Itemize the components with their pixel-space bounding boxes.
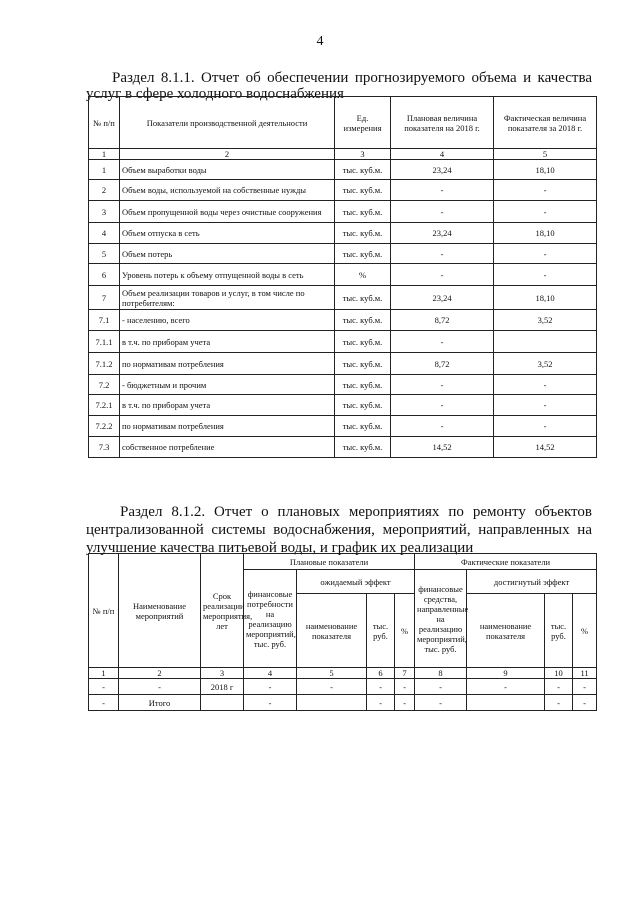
row-num: 2 xyxy=(89,180,120,201)
row-num: 7 xyxy=(89,286,120,310)
row-name: Объем выработки воды xyxy=(120,160,335,180)
table-row xyxy=(89,286,597,310)
table-cell: - xyxy=(573,695,597,711)
row-num: 7.2 xyxy=(89,375,120,395)
row-fact: 3,52 xyxy=(494,310,597,331)
section-2-table xyxy=(88,553,597,711)
table-row xyxy=(89,331,597,353)
row-num: 7.1.2 xyxy=(89,353,120,375)
row-unit: тыс. куб.м. xyxy=(335,244,391,264)
header-planned-group: Плановые показатели xyxy=(244,554,415,570)
table-cell: - xyxy=(244,695,297,711)
table-row xyxy=(89,310,597,331)
row-unit: тыс. куб.м. xyxy=(335,353,391,375)
row-fact: 18,10 xyxy=(494,160,597,180)
header-ind-name: наименование показателя xyxy=(297,594,367,668)
header-fact-fin: финансовые средства, направленные на реализацию мероприятий, тыс. руб. xyxy=(415,570,467,668)
table-cell: - xyxy=(297,679,367,695)
table-row xyxy=(89,437,597,458)
row-num: 7.2.2 xyxy=(89,416,120,437)
table-cell: - xyxy=(244,679,297,695)
row-unit: тыс. куб.м. xyxy=(335,286,391,310)
row-fact: - xyxy=(494,244,597,264)
row-num: 7.1 xyxy=(89,310,120,331)
row-num: 7.2.1 xyxy=(89,395,120,416)
row-fact: - xyxy=(494,201,597,223)
col-number: 1 xyxy=(89,149,120,160)
row-unit: тыс. куб.м. xyxy=(335,437,391,458)
col-number: 3 xyxy=(201,668,244,679)
table-cell xyxy=(297,695,367,711)
header-indicator: Показатели производственной деятельности xyxy=(120,97,335,149)
col-number: 11 xyxy=(573,668,597,679)
header-expected-effect: ожидаемый эффект xyxy=(297,570,415,594)
row-name: Объем реализации товаров и услуг, в том числе по потребителям: xyxy=(120,286,335,310)
col-number: 3 xyxy=(335,149,391,160)
section-2-heading-cont2: улучшение качества питьевой воды, и график их реализации xyxy=(86,540,474,556)
table-cell: - xyxy=(367,679,395,695)
row-name: Объем пропущенной воды через очистные сооружения xyxy=(120,201,335,223)
row-name: собственное потребление xyxy=(120,437,335,458)
row-num: 4 xyxy=(89,223,120,244)
row-plan: 23,24 xyxy=(391,160,494,180)
table-cell: - xyxy=(89,679,119,695)
row-plan: 23,24 xyxy=(391,223,494,244)
header-num: № п/п xyxy=(89,554,119,668)
row-fact: - xyxy=(494,180,597,201)
header-percent: % xyxy=(573,594,597,668)
table-row xyxy=(89,353,597,375)
row-plan: - xyxy=(391,375,494,395)
header-term: Срок реализации мероприятия, лет xyxy=(201,554,244,668)
row-plan: 8,72 xyxy=(391,310,494,331)
col-number: 9 xyxy=(467,668,545,679)
section-1-table xyxy=(88,96,597,458)
section-1-heading-cont: услуг в сфере холодного водоснабжения xyxy=(86,86,344,102)
row-name: Объем потерь xyxy=(120,244,335,264)
column-numbers-row xyxy=(89,149,597,160)
col-number: 1 xyxy=(89,668,119,679)
table-row xyxy=(89,223,597,244)
table-header-row xyxy=(89,97,597,149)
table-row xyxy=(89,416,597,437)
header-planned: Плановая величина показателя на 2018 г. xyxy=(391,97,494,149)
table-cell: - xyxy=(367,695,395,711)
row-plan: 23,24 xyxy=(391,286,494,310)
table-cell: - xyxy=(89,695,119,711)
row-unit: тыс. куб.м. xyxy=(335,310,391,331)
table-cell: Итого xyxy=(119,695,201,711)
table-row xyxy=(89,375,597,395)
row-unit: тыс. куб.м. xyxy=(335,223,391,244)
row-plan: 14,52 xyxy=(391,437,494,458)
table-cell: - xyxy=(573,679,597,695)
header-ind-name: наименование показателя xyxy=(467,594,545,668)
row-fact: 14,52 xyxy=(494,437,597,458)
column-numbers-row xyxy=(89,668,597,679)
table-row xyxy=(89,679,597,695)
row-name: в т.ч. по приборам учета xyxy=(120,331,335,353)
row-name: в т.ч. по приборам учета xyxy=(120,395,335,416)
col-number: 5 xyxy=(297,668,367,679)
table-cell: - xyxy=(415,679,467,695)
row-num: 7.3 xyxy=(89,437,120,458)
col-number: 4 xyxy=(244,668,297,679)
row-name: Объем отпуска в сеть xyxy=(120,223,335,244)
row-fact xyxy=(494,331,597,353)
row-fact: - xyxy=(494,416,597,437)
header-achieved-effect: достигнутый эффект xyxy=(467,570,597,594)
row-num: 5 xyxy=(89,244,120,264)
table-header-row xyxy=(89,554,597,570)
header-thous-rub: тыс. руб. xyxy=(367,594,395,668)
header-thous-rub: тыс. руб. xyxy=(545,594,573,668)
table-row xyxy=(89,395,597,416)
row-unit: тыс. куб.м. xyxy=(335,331,391,353)
row-name: по нормативам потребления xyxy=(120,416,335,437)
table-row xyxy=(89,264,597,286)
col-number: 6 xyxy=(367,668,395,679)
row-name: - населению, всего xyxy=(120,310,335,331)
row-name: - бюджетным и прочим xyxy=(120,375,335,395)
row-name: Объем воды, используемой на собственные нужды xyxy=(120,180,335,201)
row-plan: - xyxy=(391,331,494,353)
table-cell: 2018 г xyxy=(201,679,244,695)
header-actual-group: Фактические показатели xyxy=(415,554,597,570)
row-num: 1 xyxy=(89,160,120,180)
col-number: 5 xyxy=(494,149,597,160)
row-plan: - xyxy=(391,244,494,264)
col-number: 8 xyxy=(415,668,467,679)
col-number: 7 xyxy=(395,668,415,679)
row-fact: 18,10 xyxy=(494,223,597,244)
table-row xyxy=(89,160,597,180)
row-plan: - xyxy=(391,416,494,437)
row-num: 6 xyxy=(89,264,120,286)
row-unit: % xyxy=(335,264,391,286)
table-row xyxy=(89,201,597,223)
header-plan-fin: финансовые потребности на реализацию мероприятий, тыс. руб. xyxy=(244,570,297,668)
header-name: Наименование мероприятий xyxy=(119,554,201,668)
col-number: 4 xyxy=(391,149,494,160)
row-num: 3 xyxy=(89,201,120,223)
section-2-heading: Раздел 8.1.2. Отчет о плановых мероприятиях по ремонту объектов xyxy=(120,504,592,520)
table-cell: - xyxy=(119,679,201,695)
row-fact: - xyxy=(494,264,597,286)
row-num: 7.1.1 xyxy=(89,331,120,353)
table-row xyxy=(89,244,597,264)
page-number: 4 xyxy=(316,34,324,49)
row-plan: - xyxy=(391,201,494,223)
col-number: 2 xyxy=(120,149,335,160)
col-number: 10 xyxy=(545,668,573,679)
table-cell xyxy=(467,695,545,711)
header-unit: Ед. измерения xyxy=(335,97,391,149)
section-2-heading-cont: централизованной системы водоснабжения, мероприятий, направленных на xyxy=(86,522,592,538)
row-fact: - xyxy=(494,375,597,395)
row-unit: тыс. куб.м. xyxy=(335,416,391,437)
table-cell: - xyxy=(467,679,545,695)
row-unit: тыс. куб.м. xyxy=(335,375,391,395)
row-unit: тыс. куб.м. xyxy=(335,201,391,223)
row-plan: - xyxy=(391,180,494,201)
row-unit: тыс. куб.м. xyxy=(335,395,391,416)
row-plan: - xyxy=(391,395,494,416)
row-fact: 18,10 xyxy=(494,286,597,310)
table-cell: - xyxy=(545,695,573,711)
row-plan: 8,72 xyxy=(391,353,494,375)
row-plan: - xyxy=(391,264,494,286)
header-num: № п/п xyxy=(89,97,120,149)
table-cell: - xyxy=(395,679,415,695)
table-cell: - xyxy=(415,695,467,711)
row-name: по нормативам потребления xyxy=(120,353,335,375)
table-row xyxy=(89,695,597,711)
table-cell xyxy=(201,695,244,711)
row-unit: тыс. куб.м. xyxy=(335,180,391,201)
col-number: 2 xyxy=(119,668,201,679)
table-cell: - xyxy=(545,679,573,695)
table-row xyxy=(89,180,597,201)
table-cell: - xyxy=(395,695,415,711)
header-actual: Фактическая величина показателя за 2018 г. xyxy=(494,97,597,149)
section-1-heading: Раздел 8.1.1. Отчет об обеспечении прогнозируемого объема и качества xyxy=(112,70,592,86)
header-percent: % xyxy=(395,594,415,668)
row-name: Уровень потерь к объему отпущенной воды в сеть xyxy=(120,264,335,286)
row-fact: - xyxy=(494,395,597,416)
row-fact: 3,52 xyxy=(494,353,597,375)
row-unit: тыс. куб.м. xyxy=(335,160,391,180)
